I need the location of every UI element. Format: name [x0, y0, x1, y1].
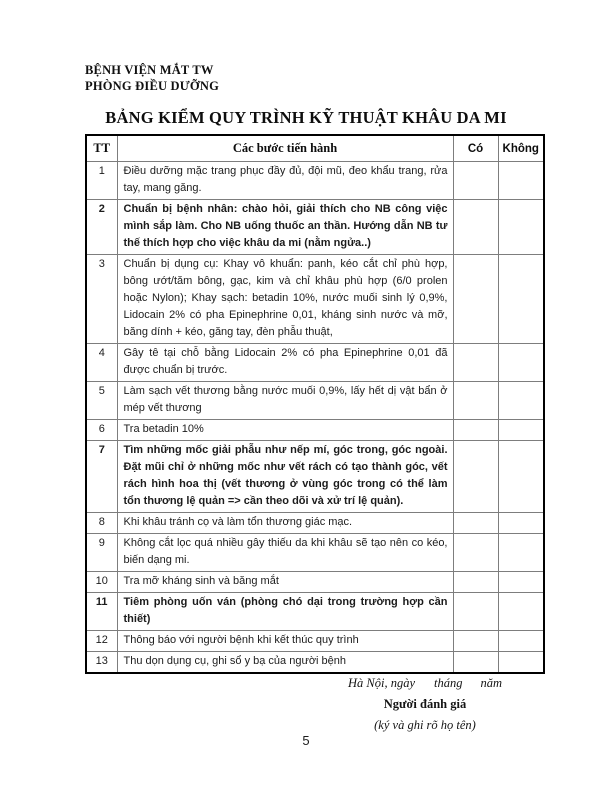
checklist-table — [85, 134, 545, 674]
yes-cell — [453, 441, 498, 513]
col-header-yes: Có — [453, 135, 498, 162]
step-text-cell: Làm sạch vết thương bằng nước muối 0,9%, lấy hết dị vật bẩn ở mép vết thương — [117, 382, 453, 420]
yes-cell — [453, 534, 498, 572]
step-number-cell: 13 — [86, 652, 117, 674]
org-header — [85, 63, 219, 94]
col-header-tt: TT — [86, 135, 117, 162]
step-number-cell: 9 — [86, 534, 117, 572]
no-cell — [498, 513, 544, 534]
org-line2: PHÒNG ĐIỀU DƯỠNG — [85, 78, 219, 93]
yes-cell — [453, 162, 498, 200]
step-text-cell: Không cắt lọc quá nhiều gây thiếu da khi khâu sẽ tạo nên co kéo, biến dạng mi. — [117, 534, 453, 572]
yes-cell — [453, 420, 498, 441]
step-number-cell: 10 — [86, 572, 117, 593]
date-month: tháng — [434, 676, 463, 690]
table-row — [86, 382, 544, 420]
step-number-cell: 5 — [86, 382, 117, 420]
page-number: 5 — [302, 733, 310, 748]
no-cell — [498, 162, 544, 200]
no-cell — [498, 631, 544, 652]
step-number-cell: 3 — [86, 255, 117, 344]
step-text-cell: Thu dọn dụng cụ, ghi sổ y bạ của người bệnh — [117, 652, 453, 674]
signer-note: (ký và ghi rõ họ tên) — [374, 718, 476, 732]
signer-title: Người đánh giá — [383, 697, 467, 711]
yes-cell — [453, 631, 498, 652]
table-row — [86, 631, 544, 652]
table-row — [86, 255, 544, 344]
date-year: năm — [480, 676, 503, 690]
step-text-cell: Chuẩn bị dụng cụ: Khay vô khuẩn: panh, kéo cắt chỉ phù hợp, bông ướt/tăm bông, gạc, kim và chỉ khâu phù hợp (6/0 prolen hoặc Nylon); Khay sạch: betadin 10%, nước muối sinh lý 0,9%, Lidocain 2% có pha Epinephrine 0,01, kháng sinh nước và mỡ, băng dính + kéo, găng tay, đèn phẫu thuật, — [117, 255, 453, 344]
yes-cell — [453, 593, 498, 631]
table-row — [86, 534, 544, 572]
table-row — [86, 162, 544, 200]
table-row — [86, 652, 544, 674]
step-text-cell: Chuẩn bị bệnh nhân: chào hỏi, giải thích cho NB công việc mình sắp làm. Cho NB uống thuốc an thần. Hướng dẫn NB tư thế thích hợp cho việc khâu da mi (nằm ngửa..) — [117, 200, 453, 255]
step-text-cell: Tra mỡ kháng sinh và băng mắt — [117, 572, 453, 593]
step-text-cell: Tìm những mốc giải phẫu như nếp mí, góc trong, góc ngoài. Đặt mũi chỉ ở những mốc như vết rách có tạo thành góc, vết rách hình hoa thị (vết thương ở vùng góc trong có thể làm tổn thương lệ quản => cần theo dõi và xử trí lệ quản). — [117, 441, 453, 513]
no-cell — [498, 441, 544, 513]
yes-cell — [453, 200, 498, 255]
no-cell — [498, 255, 544, 344]
step-text-cell: Gây tê tại chỗ bằng Lidocain 2% có pha Epinephrine 0,01 đã được chuẩn bị trước. — [117, 344, 453, 382]
step-number-cell: 4 — [86, 344, 117, 382]
table-row — [86, 441, 544, 513]
step-number-cell: 7 — [86, 441, 117, 513]
table-row — [86, 344, 544, 382]
page-title: BẢNG KIỂM QUY TRÌNH KỸ THUẬT KHÂU DA MI — [105, 108, 507, 127]
step-number-cell: 6 — [86, 420, 117, 441]
no-cell — [498, 420, 544, 441]
no-cell — [498, 534, 544, 572]
yes-cell — [453, 255, 498, 344]
col-header-steps: Các bước tiến hành — [117, 135, 453, 162]
step-number-cell: 8 — [86, 513, 117, 534]
no-cell — [498, 344, 544, 382]
step-number-cell: 11 — [86, 593, 117, 631]
table-header-row — [86, 135, 544, 162]
yes-cell — [453, 513, 498, 534]
table-row — [86, 593, 544, 631]
step-text-cell: Tiêm phòng uốn ván (phòng chó dại trong trường hợp cần thiết) — [117, 593, 453, 631]
table-row — [86, 572, 544, 593]
table-row — [86, 420, 544, 441]
step-text-cell: Thông báo với người bệnh khi kết thúc quy trình — [117, 631, 453, 652]
step-number-cell: 12 — [86, 631, 117, 652]
yes-cell — [453, 382, 498, 420]
col-header-no: Không — [498, 135, 544, 162]
step-text-cell: Khi khâu tránh cọ và làm tổn thương giác mạc. — [117, 513, 453, 534]
table-row — [86, 513, 544, 534]
yes-cell — [453, 652, 498, 674]
no-cell — [498, 200, 544, 255]
yes-cell — [453, 344, 498, 382]
step-text-cell: Điều dưỡng mặc trang phục đầy đủ, đội mũ, đeo khẩu trang, rửa tay, mang găng. — [117, 162, 453, 200]
step-number-cell: 1 — [86, 162, 117, 200]
no-cell — [498, 572, 544, 593]
signature-block — [335, 673, 515, 736]
no-cell — [498, 652, 544, 674]
date-line — [335, 673, 515, 694]
table-row — [86, 200, 544, 255]
org-line1: BỆNH VIỆN MẮT TW — [85, 63, 214, 77]
yes-cell — [453, 572, 498, 593]
date-place: Hà Nội, ngày — [347, 676, 415, 690]
step-number-cell: 2 — [86, 200, 117, 255]
no-cell — [498, 593, 544, 631]
no-cell — [498, 382, 544, 420]
step-text-cell: Tra betadin 10% — [117, 420, 453, 441]
